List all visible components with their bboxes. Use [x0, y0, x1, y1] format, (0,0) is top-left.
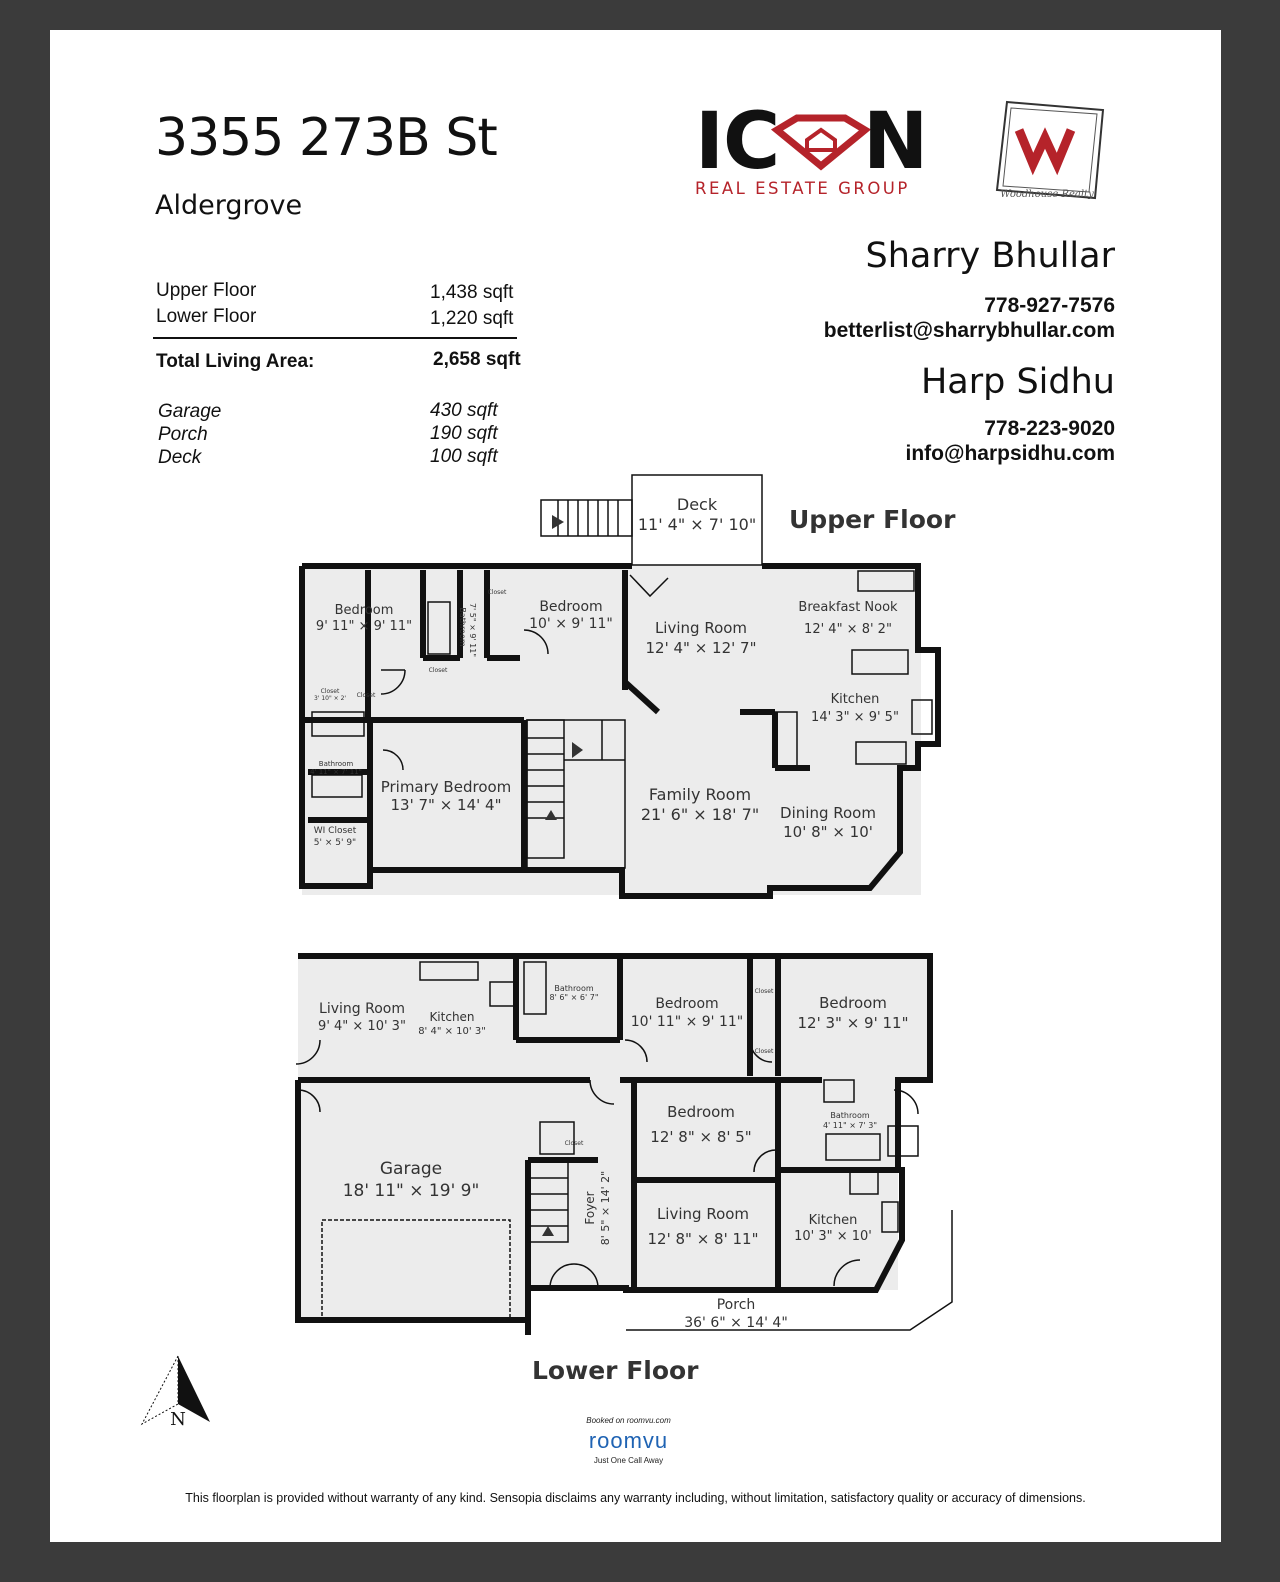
lower-living-room-2-dim: 12' 8" × 8' 11": [647, 1230, 759, 1248]
upper-floor-value: 1,438 sqft: [430, 282, 514, 303]
property-city: Aldergrove: [155, 190, 303, 221]
agent-1-email[interactable]: betterlist@sharrybhullar.com: [823, 319, 1115, 342]
deck-name: Deck: [676, 495, 718, 514]
lower-floor-label: Lower Floor: [156, 306, 257, 327]
floorplan-sheet: [50, 30, 1221, 1542]
living-room-name: Living Room: [654, 619, 748, 637]
lower-bathroom-1-dim: 8' 6" × 6' 7": [549, 993, 599, 1002]
lower-bathroom-2-dim: 4' 11" × 7' 3": [822, 1121, 878, 1130]
upper-bedroom-1-dim: 9' 11" × 9' 11": [315, 619, 413, 634]
total-area-value: 2,658 sqft: [433, 349, 521, 370]
lower-closet-3-name: Closet: [564, 1140, 584, 1147]
garage-room-name: Garage: [379, 1159, 443, 1179]
lower-living-room-1-name: Living Room: [319, 1001, 405, 1017]
living-room-dim: 12' 4" × 12' 7": [645, 639, 757, 657]
dining-room-dim: 10' 8" × 10': [783, 823, 873, 841]
lower-bedroom-1-dim: 10' 11" × 9' 11": [630, 1014, 744, 1030]
lower-floor-title: Lower Floor: [532, 1356, 699, 1385]
breakfast-nook-dim: 12' 4" × 8' 2": [804, 622, 892, 637]
lower-kitchen-1-name: Kitchen: [429, 1010, 475, 1024]
property-address: 3355 273B St: [155, 108, 497, 168]
svg-text:I: I: [695, 100, 725, 187]
svg-text:C: C: [723, 100, 781, 187]
dining-room-name: Dining Room: [780, 804, 876, 822]
compass-north-label: N: [170, 1409, 186, 1430]
deck-dim: 11' 4" × 7' 10": [637, 515, 757, 534]
lower-kitchen-2-dim: 10' 3" × 10': [794, 1229, 872, 1244]
floor-plans: [50, 30, 1221, 1542]
family-room-dim: 21' 6" × 18' 7": [640, 805, 760, 824]
svg-text:REAL ESTATE GROUP: REAL ESTATE GROUP: [695, 179, 910, 198]
lower-floor-value: 1,220 sqft: [430, 308, 514, 329]
agent-2-name: Harp Sidhu: [920, 362, 1115, 402]
porch-dim: 36' 6" × 14' 4": [684, 1315, 788, 1331]
lower-kitchen-1-dim: 8' 4" × 10' 3": [418, 1026, 486, 1037]
breakfast-nook-name: Breakfast Nook: [798, 600, 898, 615]
upper-closet-3-name: Closet: [428, 667, 448, 674]
total-area-label: Total Living Area:: [156, 351, 315, 372]
upper-kitchen-dim: 14' 3" × 9' 5": [811, 710, 899, 725]
lower-living-room-1-dim: 9' 4" × 10' 3": [318, 1019, 406, 1034]
lower-closet-1-name: Closet: [754, 988, 774, 995]
garage-value: 430 sqft: [430, 400, 498, 421]
primary-bedroom-name: Primary Bedroom: [380, 778, 512, 796]
svg-text:Woodhouse Realty: Woodhouse Realty: [1000, 189, 1094, 200]
primary-bedroom-dim: 13' 7" × 14' 4": [390, 796, 502, 814]
deck-label: Deck: [158, 447, 202, 468]
porch-name: Porch: [716, 1297, 756, 1313]
lower-bedroom-2-name: Bedroom: [819, 994, 887, 1012]
wi-closet-name: WI Closet: [313, 826, 357, 836]
roomvu-tagline: Just One Call Away: [593, 1456, 664, 1465]
upper-kitchen-name: Kitchen: [830, 692, 880, 707]
roomvu-booked-text: Booked on roomvu.com: [586, 1416, 671, 1425]
agent-2-phone[interactable]: 778-223-9020: [984, 417, 1115, 440]
agent-1-name: Sharry Bhullar: [865, 236, 1115, 276]
upper-floor-label: Upper Floor: [156, 280, 257, 301]
lower-living-room-2-name: Living Room: [656, 1205, 750, 1223]
upper-bathroom-2-name: Bathroom: [318, 760, 354, 768]
garage-label: Garage: [158, 401, 222, 422]
roomvu-logo: roomvu: [588, 1428, 669, 1453]
deck-value: 100 sqft: [430, 446, 498, 467]
upper-bathroom-2-dim: 4' 11" × 7' 11": [310, 768, 362, 776]
lower-bedroom-3-name: Bedroom: [667, 1103, 735, 1121]
lower-kitchen-2-name: Kitchen: [808, 1213, 858, 1228]
upper-bedroom-1-name: Bedroom: [334, 603, 394, 618]
lower-closet-2-name: Closet: [754, 1048, 774, 1055]
porch-label: Porch: [158, 424, 208, 445]
porch-value: 190 sqft: [430, 423, 498, 444]
lower-bathroom-1-name: Bathroom: [554, 984, 594, 993]
upper-bedroom-2-dim: 10' × 9' 11": [529, 616, 613, 632]
upper-bedroom-2-name: Bedroom: [539, 599, 603, 615]
upper-bathroom-1-dim: 7' 5" × 9' 11": [468, 602, 477, 658]
foyer-dim: 8' 5" × 14' 2": [599, 1170, 612, 1246]
lower-bedroom-1-name: Bedroom: [655, 996, 719, 1012]
upper-bathroom-1-name: Bathroom: [458, 607, 467, 647]
svg-text:N: N: [863, 100, 929, 187]
upper-closet-1-name: Closet: [320, 688, 340, 695]
agent-2-email[interactable]: info@harpsidhu.com: [905, 442, 1115, 465]
agent-1-phone[interactable]: 778-927-7576: [984, 294, 1115, 317]
lower-bathroom-2-name: Bathroom: [830, 1111, 870, 1120]
upper-closet-4-name: Closet: [487, 589, 507, 596]
wi-closet-dim: 5' × 5' 9": [313, 838, 357, 848]
upper-closet-2-name: Closet: [356, 692, 376, 699]
garage-room-dim: 18' 11" × 19' 9": [342, 1181, 480, 1201]
disclaimer-text: This floorplan is provided without warranty of any kind. Sensopia disclaims any warranty including, without limitation, satisfactory quality or accuracy of dimensions.: [185, 1491, 1086, 1505]
lower-bedroom-3-dim: 12' 8" × 8' 5": [650, 1128, 752, 1146]
foyer-name: Foyer: [583, 1191, 597, 1225]
lower-bedroom-2-dim: 12' 3" × 9' 11": [797, 1014, 909, 1032]
family-room-name: Family Room: [648, 785, 752, 804]
upper-closet-1-dim: 3' 10" × 2': [313, 695, 347, 702]
upper-floor-title: Upper Floor: [789, 505, 956, 534]
